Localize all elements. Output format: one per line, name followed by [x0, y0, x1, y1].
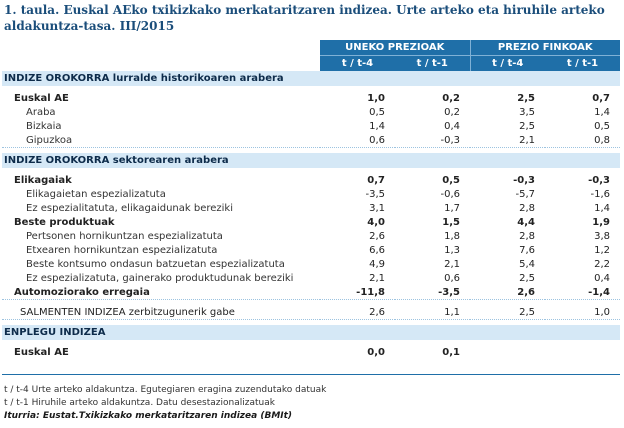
table-bottom-rule [2, 374, 620, 375]
cell: 0,6 [444, 272, 460, 284]
row-label: Automoziorako erregaia [2, 285, 320, 300]
cell [470, 345, 545, 359]
table-row [2, 133, 620, 148]
table-row [2, 91, 620, 105]
table-row [2, 187, 620, 201]
cell: 0,5 [442, 174, 460, 186]
cell: 1,1 [395, 305, 470, 320]
table-row [2, 305, 620, 320]
header-col: t / t-1 [395, 56, 470, 72]
cell: 1,8 [444, 230, 460, 242]
cell: 2,1 [369, 272, 385, 284]
section-title: INDIZE OROKORRA sektorearen arabera [2, 153, 620, 168]
table-row [2, 345, 620, 359]
table-row [2, 271, 620, 285]
table-row [2, 119, 620, 133]
cell: -3,5 [395, 285, 470, 300]
row-label: Gipuzkoa [2, 133, 320, 148]
cell: -1,6 [590, 188, 611, 200]
cell: -5,7 [515, 188, 535, 200]
footnote: t / t-1 Hiruhile arteko aldakuntza. Datu desestazionalizatuak [4, 398, 275, 408]
cell: -0,3 [588, 174, 611, 186]
table-title: 1. taula. Euskal AEko txikizkako merkataritzaren indizea. Urte arteko eta hiruhile arteko aldakuntza-tasa. III/2015 [4, 3, 605, 33]
cell: 3,1 [369, 202, 385, 214]
cell: 0,7 [367, 174, 385, 186]
cell: 1,4 [594, 202, 611, 214]
section-header [2, 325, 620, 340]
cell: 1,4 [594, 106, 611, 118]
cell: -0,6 [440, 188, 460, 200]
table-row [2, 243, 620, 257]
table-row [2, 201, 620, 215]
cell: 0,2 [444, 106, 460, 118]
header-uneko-prezioak: UNEKO PREZIOAK [320, 40, 470, 56]
cell: 0,8 [545, 133, 620, 148]
cell: 2,5 [519, 120, 535, 132]
row-label: Elikagaietan espezializatuta [26, 188, 166, 200]
cell: 2,5 [470, 305, 545, 320]
cell: 1,2 [594, 244, 611, 256]
table-row [2, 229, 620, 243]
cell: 5,4 [519, 258, 535, 270]
cell: 2,8 [519, 230, 535, 242]
cell: 2,2 [594, 258, 611, 270]
cell: 0,4 [594, 272, 611, 284]
data-table [2, 40, 620, 359]
cell: 0,4 [444, 120, 460, 132]
row-label: Etxearen hornikuntzan espezializatuta [26, 244, 218, 256]
cell: 1,3 [444, 244, 460, 256]
header-row-groups [2, 40, 620, 56]
cell: -11,8 [320, 285, 395, 300]
cell: 1,4 [369, 120, 385, 132]
cell: 2,8 [519, 202, 535, 214]
cell: 3,5 [519, 106, 535, 118]
cell: 2,6 [470, 285, 545, 300]
header-col: t / t-1 [545, 56, 620, 72]
row-label: Araba [26, 106, 56, 118]
row-label: Beste produktuak [14, 216, 115, 228]
header-blank [2, 40, 320, 56]
row-label: Ez espezializatuta, gainerako produktudunak bereziki [26, 272, 294, 284]
cell: 3,8 [594, 230, 611, 242]
source-note: Iturria: Eustat.Txikizkako merkataritzaren indizea (BMIt) [4, 411, 293, 421]
table-row [2, 173, 620, 187]
section-header [2, 153, 620, 168]
footnotes [4, 384, 326, 423]
cell [545, 345, 620, 359]
row-label: Pertsonen hornikuntzan espezializatuta [26, 230, 223, 242]
footnote: t / t-4 Urte arteko aldakuntza. Egutegiaren eragina zuzendutako datuak [4, 385, 327, 395]
header-prezio-finkoak: PREZIO FINKOAK [470, 40, 620, 56]
cell: 6,6 [369, 244, 385, 256]
cell: 1,7 [444, 202, 460, 214]
cell: 0,7 [592, 92, 611, 104]
cell: 1,5 [442, 216, 460, 228]
cell: 4,0 [367, 216, 385, 228]
cell: 0,5 [594, 120, 611, 132]
cell: 0,1 [442, 346, 460, 358]
cell: 1,0 [367, 92, 385, 104]
cell: 4,9 [369, 258, 385, 270]
header-col: t / t-4 [470, 56, 545, 72]
table-row [2, 105, 620, 119]
section-header [2, 71, 620, 86]
cell: 2,1 [444, 258, 460, 270]
cell: 7,6 [519, 244, 535, 256]
row-label: Ez espezialitatuta, elikagaidunak bereziki [26, 202, 234, 214]
row-label: Elikagaiak [14, 174, 72, 186]
cell: -1,4 [545, 285, 620, 300]
cell: 0,0 [367, 346, 385, 358]
header-col: t / t-4 [320, 56, 395, 72]
row-label: SALMENTEN INDIZEA zerbitzugunerik gabe [2, 305, 320, 320]
header-blank [2, 56, 320, 72]
cell: 1,0 [545, 305, 620, 320]
cell: 2,6 [320, 305, 395, 320]
section-title: ENPLEGU INDIZEA [2, 325, 620, 340]
header-row-cols [2, 56, 620, 72]
row-label: Bizkaia [26, 120, 62, 132]
row-label: Euskal AE [14, 92, 69, 104]
table-row [2, 285, 620, 300]
cell: 2,5 [519, 272, 535, 284]
row-label: Euskal AE [14, 346, 69, 358]
cell: -3,5 [365, 188, 385, 200]
cell: 0,2 [442, 92, 460, 104]
cell: 2,6 [369, 230, 385, 242]
cell: 2,1 [470, 133, 545, 148]
cell: 4,4 [517, 216, 535, 228]
cell: 2,5 [517, 92, 535, 104]
cell: 0,5 [369, 106, 385, 118]
cell: 1,9 [592, 216, 611, 228]
table-row [2, 215, 620, 229]
cell: -0,3 [513, 174, 535, 186]
table-row [2, 257, 620, 271]
cell: 0,6 [320, 133, 395, 148]
row-label: Beste kontsumo ondasun batzuetan espezializatuta [26, 258, 285, 270]
section-title: INDIZE OROKORRA lurralde historikoaren arabera [2, 71, 620, 86]
cell: -0,3 [395, 133, 470, 148]
